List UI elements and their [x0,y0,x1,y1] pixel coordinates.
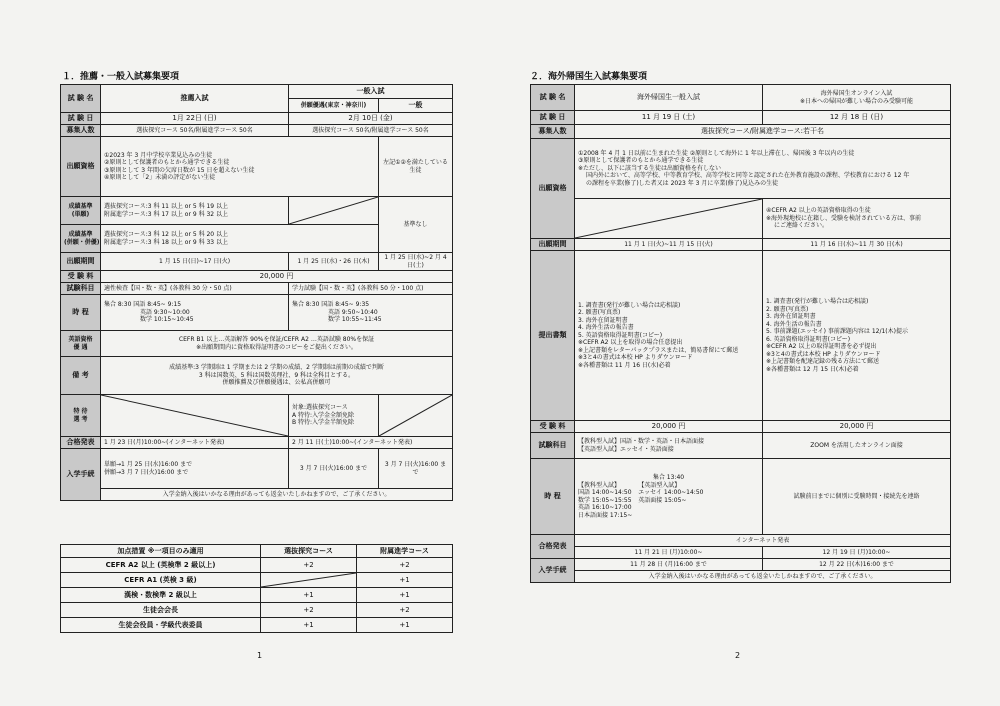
bonus-item: 生徒会会長 [61,603,261,618]
label-capacity: 募集人数 [61,125,101,137]
time-gather: 集合 13:40 [652,474,685,481]
bonus-col-2: 附属進学コース [357,545,453,558]
special-1: 対象:選抜探究コース [292,404,348,412]
label-docs: 提出書類 [531,251,575,421]
label-fee-2: 受 験 料 [531,421,575,433]
suisen-name: 推薦入試 [101,85,289,113]
exam-b2: ※日本への帰国が難しい場合のみ受験可能 [799,97,914,105]
docs-a-item: ※各種書類は 11 月 16 日(水)必着 [578,361,671,369]
docs-a-cell [575,251,763,421]
period-ippan: 1 月 25 日(水)~2 月 4 日(土) [379,253,453,271]
qual2-b3: にご連絡ください。 [774,222,829,230]
docs-b-item: 3. 海外在留証明書 [766,313,816,320]
special-cell [289,395,379,437]
period-heigan: 1 月 25 日(水)・26 日(木) [289,253,379,271]
qual2-b1: ④CEFR A2 以上の英語資格取得の生徒 [766,207,871,215]
qual-2: ②原則として保護者のもとから通学できる生徒 [104,159,230,166]
label-procedure: 入学手続 [61,449,101,501]
section-title-1: １．推薦・一般入試募集要項 [62,72,180,82]
label-grade-multi: 成績基準 [68,231,93,238]
proc-note-2: 入学金納入後はいかなる理由があっても返金いたしかねますので、ご了承ください。 [575,571,951,583]
label-subjects-2: 試験科目 [531,433,575,459]
label-exam: 試 験 名 [61,85,101,113]
time-k-item: 国語 14:00~14:50 [578,489,632,496]
period-b: 11 月 16 日(水)~11 月 30 日(木) [763,239,951,251]
label-qualification-2: 出願資格 [531,139,575,239]
time-i2: 英語 9:50~10:40 [328,308,378,316]
docs-a-item: ※CEFR A2 以上を取得の場合任意提出 [578,339,683,347]
subj-b: ZOOM を活用したオンライン面接 [763,433,951,459]
page-number-1: 1 [257,651,263,660]
time-s1: 集合 8:30 国語 8:45~ 9:15 [104,301,182,309]
label-eiken: 英語資格 [68,336,93,343]
label-result: 合格発表 [61,437,101,449]
bonus-table [60,544,453,633]
section-title-2: ２．海外帰国生入試募集要項 [530,72,648,82]
grade-single-2: 附属進学コース:3 科 17 以上 or 9 科 32 以上 [104,210,229,218]
result-ippan: 2 月 11 日(土)10:00~(インターネット発表) [289,437,453,449]
diagonal-cell-special [101,395,289,437]
bonus-v1: +2 [261,558,357,573]
label-special-sub: 選 考 [73,415,88,423]
qual2-2: ③原則として保護者のもとから通学できる生徒 [578,157,704,165]
grade-multi-1: 選抜探究コース:3 科 12 以上 or 5 科 20 以上 [104,231,229,238]
qual2-5: の課程を卒業(修了)した者又は 2023 年 3 月に卒業(修了)見込みの生徒 [586,179,779,187]
time-k-item: 日本語面接 17:15~ [578,511,633,519]
fee-a: 20,000 円 [575,421,763,433]
label-result-2: 合格発表 [531,535,575,559]
label-time-2: 時 程 [531,459,575,535]
docs-b-item: 2. 願書(写真票) [766,305,809,313]
heigan-name: 併願優遇(東京・神奈川) [289,99,379,113]
label-exam-2: 試 験 名 [531,85,575,111]
ippan-name: 一般入試 [289,85,453,99]
label-special: 特 待 [73,408,88,415]
date-a: 11 月 19 日 (土) [575,111,763,125]
label-fee: 受 験 料 [61,271,101,283]
bonus-v2: +1 [357,618,453,633]
time-k-item: 英語 16:10~17:00 [578,504,632,511]
label-period: 出願期間 [61,253,101,271]
label-notes: 備 考 [61,357,101,395]
label-time: 時 程 [61,295,101,331]
docs-b-item: ※上記書類を配達記録の残る方法にて郵送 [766,358,880,365]
docs-a-item: ※上記書類をレターパックプラスまたは、簡易書留にて郵送 [578,346,739,354]
grade-single-1: 選抜探究コース:3 科 11 以上 or 5 科 19 以上 [104,203,229,210]
proc-note: 入学金納入後はいかなる理由があっても返金いたしかねますので、ご了承ください。 [101,489,453,501]
bonus-v2: +1 [357,588,453,603]
bonus-v1-empty [261,573,357,588]
time-i3: 数学 10:55~11:45 [328,316,382,324]
qual2-1: ①2008 年 4 月 1 日以前に生まれた生徒 ②原則として海外に 1 年以上滞在し、帰国後 3 年以内の生徒 [578,149,855,157]
period-suisen: 1 月 15 日(日)~17 日(火) [101,253,289,271]
docs-b-item: ※3と4の書式は本校 HP よりダウンロード [766,350,881,358]
ippan-only-name: 一般 [379,99,453,113]
docs-b-item: ※CEFR A2 以上の取得証明書を必ず提出 [766,343,877,350]
bonus-v1: +1 [261,618,357,633]
bonus-item: CEFR A1 (英検 3 級) [61,573,261,588]
bonus-header: 加点措置 ※一項目のみ適用 [61,545,261,558]
bonus-v2: +1 [357,573,453,588]
proc-2: 併願→3 月 7 日(火)16:00 まで [104,468,189,476]
capacity-2: 選抜探究コース/附属進学コース:若干名 [575,125,951,139]
eiken-1: CEFR B1 以上…英語解答 90%を保証/CEFR A2 …英語試験 80%を保証 [178,336,375,343]
docs-b-cell [763,251,951,421]
docs-a-item: ※3と4の書式は本校 HP よりダウンロード [578,354,693,362]
result-a: 11 月 21 日 (月)10:00~ [575,547,763,559]
period-a: 11 月 1 日(火)~11 月 15 日(火) [575,239,763,251]
special-3: B 特待:入学金半額免除 [292,419,355,427]
label-eiken-sub: 優 遇 [73,343,88,351]
qual-right: 左記①②を満たしている生徒 [379,137,453,197]
notes-1: 成績基準:3 学期制は 1 学期または 2 学期の成績、2 学期制は前期の成績で判断 [169,364,384,372]
docs-b-item: 6. 英語資格取得証明書(コピー) [766,335,851,343]
date-ippan: 2月 10日 (金) [289,113,453,125]
docs-b-item: ※各種書類は 12 月 15 日(木)必着 [766,365,859,373]
bonus-v2: +2 [357,603,453,618]
label-qualification: 出願資格 [61,137,101,197]
time-b: 試験前日までに個別に受験時間・接続先を連絡 [763,459,951,535]
bonus-v1: +2 [261,603,357,618]
subjects-ippan: 学力試験【国・数・英】(各教科 50 分・100 点) [289,283,453,295]
time-a-cell [575,459,763,535]
date-suisen: 1月 22日 (日) [101,113,289,125]
diagonal-cell-special-2 [379,395,453,437]
notes-2: 3 科は国数英、5 科は国数英理社、9 科は全科目とする。 [198,371,355,379]
bonus-v1: +1 [261,588,357,603]
docs-b-item: 1. 調査書(発行が難しい場合は応相談) [766,298,869,305]
qual-3: ③原則として 3 年間の欠席日数が 15 日を超えない生徒 [104,166,255,174]
qual-4: ④原則として「2」未満の評定がない生徒 [104,174,216,181]
label-procedure-2: 入学手続 [531,559,575,583]
eiken-2: ※出願期間内に資格取得証明書のコピーをご提出ください。 [196,343,357,351]
subj-a2: 【英語型入試】エッセイ・英語面接 [578,445,674,453]
returnee-table [530,84,951,583]
label-grade-multi-sub: (併願・併優) [64,238,100,246]
fee: 20,000 円 [101,271,453,283]
date-b: 12 月 18 日 (日) [763,111,951,125]
proc-heigan: 3 月 7 日(火)16:00 まで [289,449,379,489]
docs-b-item: 5. 事前課題(エッセイ) 事前課題内容は 12/1(木)提示 [766,328,908,335]
qual2-3: ※ただし、以下に該当する生徒は出願資格を有しない [578,164,722,172]
time-i1: 集合 8:30 国語 8:45~ 9:35 [292,301,370,309]
docs-a-item: 2. 願書(写真票) [578,309,621,317]
bonus-item: 漢検・数検準 2 級以上 [61,588,261,603]
capacity-ippan: 選抜探究コース 50名/附属進学コース 50名 [289,125,453,137]
label-date-2: 試 験 日 [531,111,575,125]
docs-a-item: 3. 海外在留証明書 [578,316,628,324]
fee-b: 20,000 円 [763,421,951,433]
grade-none: 基準なし [379,197,453,253]
diagonal-cell-qual [575,199,763,239]
result-suisen: 1 月 23 日(月)10:00~(インターネット発表) [101,437,289,449]
docs-a-item: 5. 英語資格取得証明書(コピー) [578,331,663,339]
subj-a1: 【教科型入試】国語・数学・英語・日本語面接 [578,438,705,445]
page-2 [500,0,1000,706]
recommendation-general-table [60,84,453,501]
proc-a: 11 月 28 日 (月)16:00 まで [575,559,763,571]
time-s2: 英語 9:30~10:00 [140,308,190,316]
docs-a-item: 4. 海外生活の報告書 [578,324,634,332]
grade-multi-2: 附属進学コース:3 科 18 以上 or 9 科 33 以上 [104,238,229,246]
label-subjects: 試験科目 [61,283,101,295]
time-e-item: 英語面接 15:05~ [638,496,687,504]
bonus-v2: +2 [357,558,453,573]
result-all: インターネット発表 [575,535,951,547]
time-e-item: エッセイ 14:00~14:50 [638,489,704,496]
label-capacity-2: 募集人数 [531,125,575,139]
bonus-item: 生徒会役員・学級代表委員 [61,618,261,633]
qual2-4: 国内外において、高等学校、中等教育学校、高等学校と同等と認定された在外教育施設の課程、学校教育における 12 年 [586,172,910,180]
proc-1: 単願→1 月 25 日(水)16:00 まで [104,461,193,468]
qual2-b2: ※海外現地校に在籍し、受験を検討されている方は、事前 [766,214,922,222]
time-s3: 数学 10:15~10:45 [140,316,194,324]
time-k-head: 【教科型入試】 [578,481,621,489]
exam-b1: 海外帰国生オンライン入試 [820,90,893,97]
result-b: 12 月 19 日 (月)10:00~ [763,547,951,559]
label-period-2: 出願期間 [531,239,575,251]
label-grade-single-sub: (単願) [71,210,90,218]
time-k-item: 数学 15:05~15:55 [578,496,632,504]
time-e-head: 【英語型入試】 [638,481,681,489]
subjects-suisen: 適性検査【国・数・英】(各教科 30 分・50 点) [101,283,289,295]
label-date: 試 験 日 [61,113,101,125]
page-number-2: 2 [735,651,741,660]
proc-ippan: 3 月 7 日(火)16:00 まで [379,449,453,489]
qual-1: ①2023 年 3 月中学校卒業見込みの生徒 [104,151,213,159]
diagonal-cell [289,197,379,225]
docs-a-item: 1. 調査書(発行が難しい場合は応相談) [578,301,681,309]
capacity-suisen: 選抜探究コース 50名/附属進学コース 50名 [101,125,289,137]
exam-a: 海外帰国生一般入試 [575,85,763,111]
bonus-item: CEFR A2 以上 (英検準 2 級以上) [61,558,261,573]
bonus-col-1: 選抜探究コース [261,545,357,558]
notes-3: 併願推薦及び併願優遇は、公私高併願可 [222,379,331,387]
special-2: A 特待:入学金全額免除 [292,411,355,419]
label-grade-single: 成績基準 [68,203,93,210]
docs-b-item: 4. 海外生活の報告書 [766,320,822,328]
proc-b: 12 月 22 日(木)16:00 まで [763,559,951,571]
